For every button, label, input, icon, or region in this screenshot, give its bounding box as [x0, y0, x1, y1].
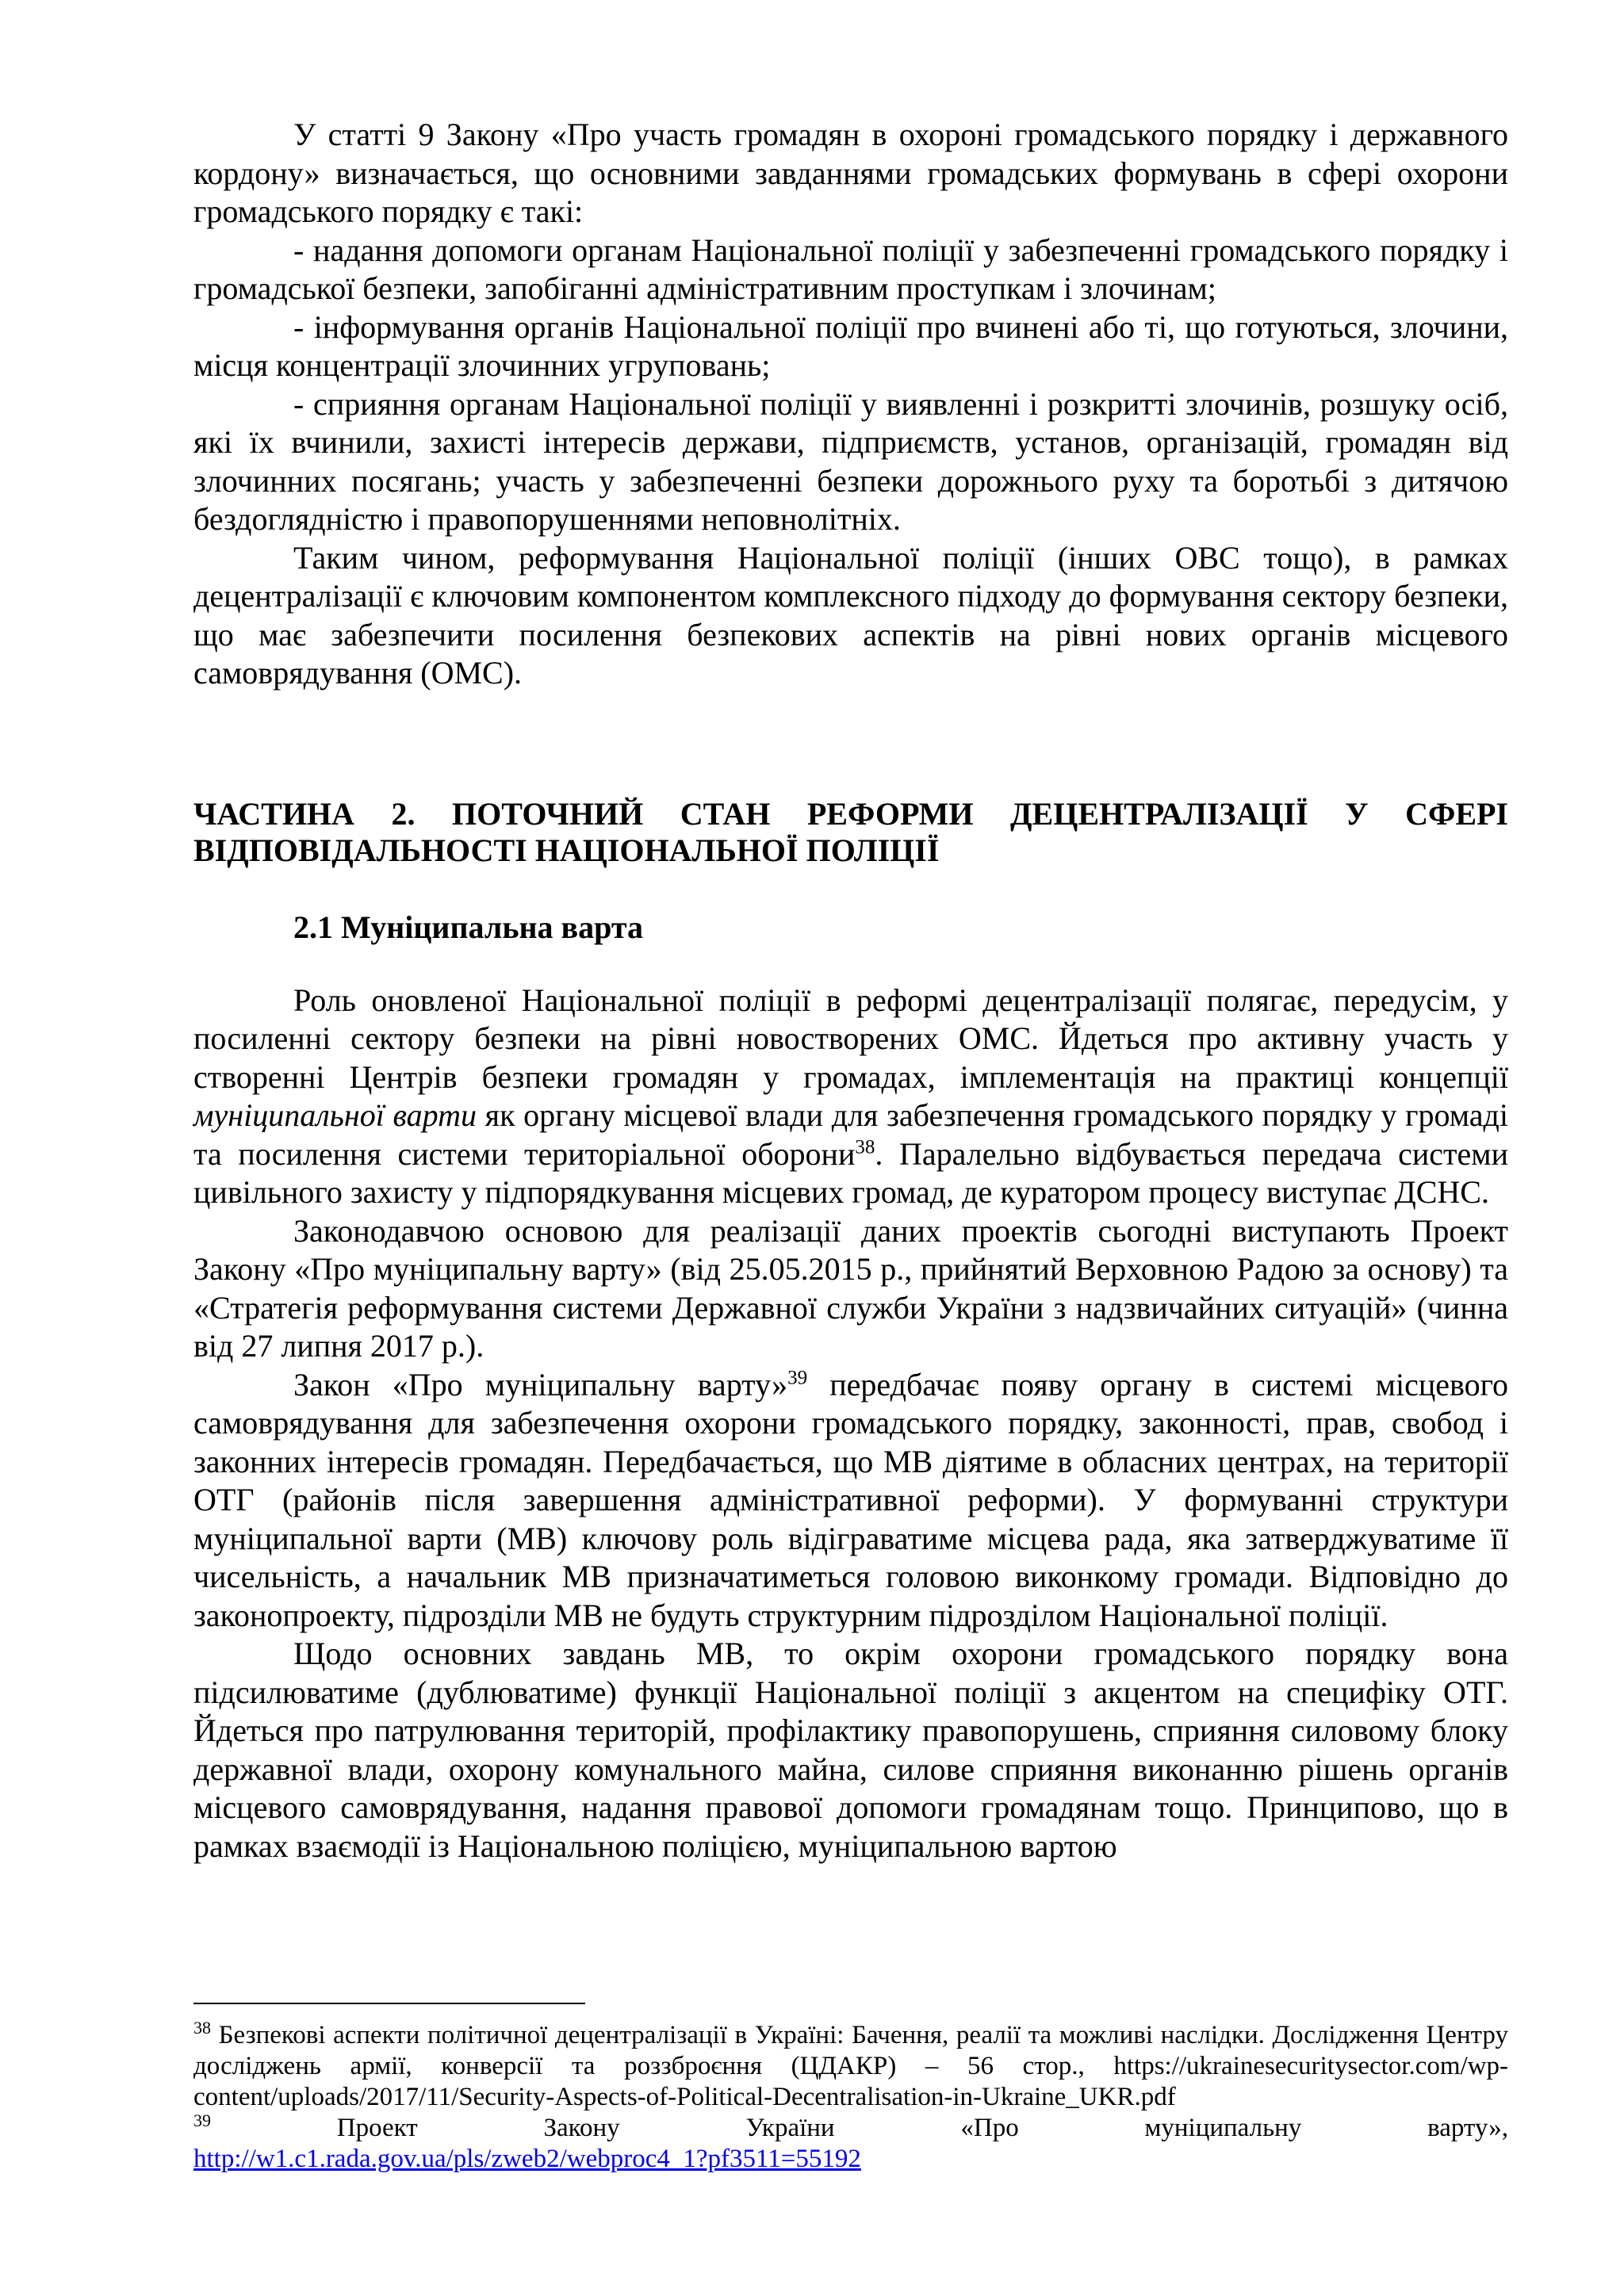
paragraph-text: як органу місцевої влади для забезпечення громадського порядку у громаді та посилення системи територіальної оборони [193, 1097, 1509, 1172]
list-item-1: - надання допомоги органам Національної поліції у забезпеченні громадського порядку і громадської безпеки, запобіганні адміністративним проступкам і злочинам; [193, 232, 1508, 306]
paragraph-text: передбачає появу органу в системі місцевого самоврядування для забезпечення охорони громадського порядку, законності, прав, свобод і законних інтересів громадян. Передбачається, що МВ діятиме в обласних центрах, на території ОТГ (районів після завершення адміністративної реформи). У формуванні структури муніципальної варти (МВ) ключову роль відіграватиме місцева рада, яка затверджуватиме її чисельність, а начальник МВ призначатиметься головою виконкому громади. Відповідно до законопроекту, підрозділи МВ не будуть структурним підрозділом Національної поліції. [193, 1366, 1509, 1633]
footnote-ref-39[interactable]: 39 [787, 1367, 808, 1389]
list-item-3: - сприяння органам Національної поліції у виявленні і розкритті злочинів, розшуку осіб, які їх вчинили, захисті інтересів держави, підприємств, установ, організацій, громадян від злочинних посягань; участь у забезпеченні безпеки дорожнього руху та боротьбі з дитячою бездоглядністю і правопорушеннями неповнолітніх. [193, 385, 1508, 537]
footnote-39 [193, 2110, 1508, 2144]
section-paragraph-4: Щодо основних завдань МВ, то окрім охорони громадського порядку вона підсилюватиме (дублюватиме) функції Національної поліції з акцентом на специфіку ОТГ. Йдеться про патрулювання територій, профілактику правопорушень, сприяння силовому блоку державної влади, охорону комунального майна, силове сприяння виконанню рішень органів місцевого самоврядування, надання правової допомоги громадянам тощо. Принципово, що в рамках взаємодії із Національною поліцією, муніципальною вартою [193, 1636, 1508, 1864]
part-2-heading: ЧАСТИНА 2. ПОТОЧНИЙ СТАН РЕФОРМИ ДЕЦЕНТРАЛІЗАЦІЇ У СФЕРІ ВІДПОВІДАЛЬНОСТІ НАЦІОНАЛЬНОЇ ПОЛІЦІЇ [193, 795, 1508, 868]
footnote-38 [193, 2020, 1508, 2113]
footnote-text: Проект Закону України «Про муніципальну варту», [211, 2114, 1508, 2142]
section-paragraph-2: Законодавчою основою для реалізації даних проектів сьогодні виступають Проект Закону «Про муніципальну варту» (від 25.05.2015 р., прийнятий Верховною Радою за основу) та «Стратегія реформування системи Державної служби України з надзвичайних ситуацій» (чинна від 27 липня 2017 р.). [193, 1212, 1508, 1364]
section-title: 2.1 Муніципальна варта [293, 909, 643, 945]
conclusion-paragraph: Таким чином, реформування Національної поліції (інших ОВС тощо), в рамках децентралізації є ключовим компонентом комплексного підходу до формування сектору безпеки, що має забезпечити посилення безпекових аспектів на рівні нових органів місцевого самоврядування (ОМС). [193, 539, 1508, 691]
footnote-number: 39 [193, 2110, 211, 2130]
footnote-link[interactable]: http://w1.c1.rada.gov.ua/pls/zweb2/webproc4_1?pf3511=55192 [193, 2145, 861, 2173]
footnote-ref-38[interactable]: 38 [855, 1136, 875, 1158]
footnote-separator [193, 2003, 585, 2004]
footnote-text: Безпекові аспекти політичної децентралізації в Україні: Бачення, реалії та можливі наслідки. Дослідження Центру досліджень армії, конверсії та роззброєння (ЦДАКР) – 56 стор., https://ukrainesecuritysector.com/wp-content/uploads/2017/11/Security-Aspects-of-Political-Decentralisation-in-Ukraine_UKR.pdf [193, 2021, 1508, 2111]
paragraph-text: . Паралельно відбувається передача системи цивільного захисту у підпорядкування місцевих громад, де куратором процесу виступає ДСНС. [193, 1135, 1508, 1210]
footnote-39-link-line [193, 2144, 1508, 2175]
footnote-number: 38 [193, 2018, 211, 2038]
section-paragraph-3 [193, 1366, 1508, 1636]
list-item-2: - інформування органів Національної поліції про вчинені або ті, що готуються, злочини, місця концентрації злочинних угруповань; [193, 308, 1508, 383]
paragraph-text: Роль оновленої Національної поліції в реформі децентралізації полягає, передусім, у посиленні сектору безпеки на рівні новостворених ОМС. Йдеться про активну участь у створенні Центрів безпеки громадян у громадах, імплементація на практиці концепції [193, 982, 1508, 1095]
footnotes [193, 2020, 1508, 2175]
paragraph-text: Закон «Про муніципальну варту» [293, 1366, 788, 1402]
section-paragraph-1 [193, 982, 1508, 1212]
italic-term: муніципальної варти [193, 1097, 477, 1133]
intro-paragraph: У статті 9 Закону «Про участь громадян в охороні громадського порядку і державного кордону» визначається, що основними завданнями громадських формувань в сфері охорони громадського порядку є такі: [193, 117, 1508, 229]
main-text [193, 116, 1508, 1866]
